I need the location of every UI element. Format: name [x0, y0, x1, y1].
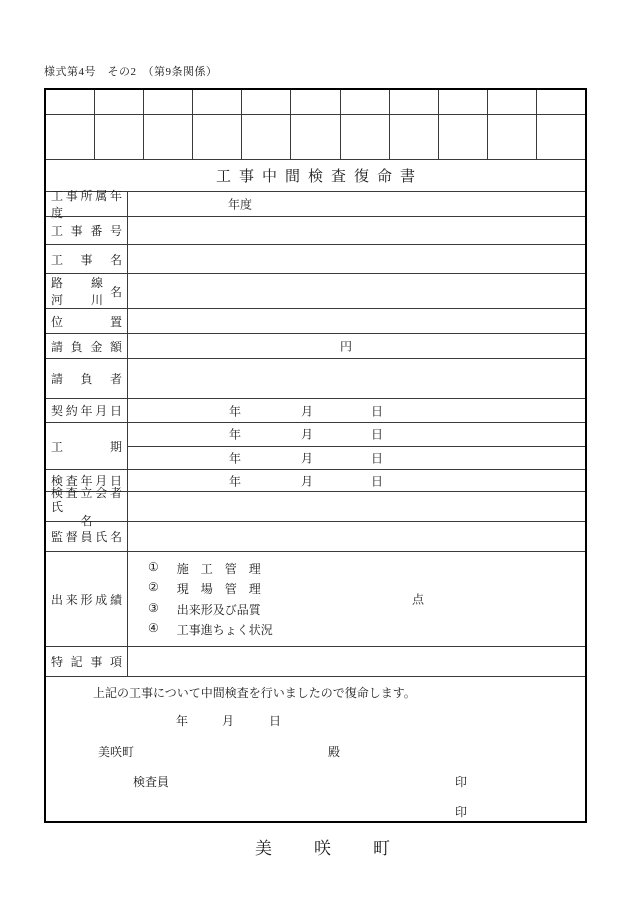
closing-statement: 上記の工事について中間検査を行いましたので復命します。 — [93, 686, 416, 700]
contract-amount-value-cell — [128, 334, 585, 358]
grid-cell — [439, 115, 488, 159]
contract-date-label: 契約年月日 — [51, 404, 122, 418]
grid-cell — [242, 115, 291, 159]
fiscal-year-value-cell — [128, 192, 585, 216]
grid-cell — [537, 90, 585, 114]
grid-cell — [144, 115, 193, 159]
grade-item — [128, 601, 585, 618]
supervisor-label: 監督員氏名 — [51, 530, 122, 544]
form-number: 様式第4号 その2 （第9条関係） — [44, 66, 218, 78]
year-unit: 年 — [176, 714, 189, 728]
grade-item-number: ④ — [148, 621, 159, 636]
route-label-line1: 路線 — [51, 276, 103, 290]
top-grid-row-1 — [46, 90, 585, 115]
row-contract-amount — [46, 334, 585, 359]
month-unit: 月 — [301, 427, 314, 442]
construction-period-label: 工期 — [51, 439, 122, 454]
grade-item-text: 施 工 管 理 — [176, 561, 261, 576]
row-special-notes — [46, 647, 585, 677]
row-inspection-date — [46, 470, 585, 492]
inspection-date-value-cell — [128, 470, 585, 491]
workmanship-grade-label: 出来形成績 — [51, 592, 122, 607]
document-title: 工事中間検査復命書 — [46, 160, 585, 192]
row-construction-number — [46, 217, 585, 245]
fiscal-year-suffix: 年度 — [228, 197, 253, 212]
closing-section — [46, 677, 585, 821]
grid-cell — [488, 115, 537, 159]
route-label-line2: 河川 — [51, 293, 103, 307]
grade-item-text: 工事進ちょく状況 — [176, 623, 273, 638]
row-route-river-name — [46, 274, 585, 309]
grid-cell — [193, 90, 242, 114]
addressee-prefix: 美咲町 — [98, 745, 135, 759]
day-unit: 日 — [269, 714, 282, 728]
year-unit: 年 — [229, 427, 242, 442]
row-construction-period — [46, 423, 585, 470]
grade-item-number: ③ — [148, 600, 159, 615]
row-contract-date — [46, 399, 585, 423]
location-value-cell — [128, 309, 585, 333]
grid-cell — [390, 90, 439, 114]
row-fiscal-year — [46, 189, 585, 220]
construction-name-label: 工事名 — [51, 252, 122, 267]
year-unit: 年 — [229, 451, 242, 466]
year-unit: 年 — [229, 404, 242, 418]
month-unit: 月 — [301, 451, 314, 466]
contract-amount-unit: 円 — [340, 339, 353, 354]
row-inspection-witness — [46, 485, 585, 528]
day-unit: 日 — [371, 474, 384, 488]
row-construction-name — [46, 245, 585, 274]
grade-item — [128, 580, 585, 597]
grid-cell — [95, 115, 144, 159]
grid-cell — [439, 90, 488, 114]
route-river-value-cell — [128, 274, 585, 308]
month-unit: 月 — [301, 474, 314, 488]
grid-cell — [488, 90, 537, 114]
special-notes-value-cell — [128, 647, 585, 676]
grade-item-number: ② — [148, 580, 159, 595]
inspection-date-label: 検査年月日 — [51, 474, 122, 488]
grade-item-number: ① — [148, 559, 159, 574]
grid-cell — [341, 115, 390, 159]
grid-cell — [193, 115, 242, 159]
day-unit: 日 — [371, 451, 384, 466]
contractor-value-cell — [128, 359, 585, 398]
top-grid-row-2 — [46, 115, 585, 160]
grade-item — [128, 621, 585, 638]
grade-points-unit: 点 — [412, 592, 425, 607]
year-unit: 年 — [229, 474, 242, 488]
fiscal-year-label: 工事所属年度 — [51, 189, 122, 220]
addressee-suffix: 殿 — [328, 745, 341, 759]
seal-mark: 印 — [455, 805, 468, 819]
grid-cell — [46, 90, 95, 114]
supervisor-value-cell — [128, 522, 585, 551]
grid-cell — [95, 90, 144, 114]
location-label: 位置 — [51, 314, 122, 329]
route-label-suffix: 名 — [109, 284, 122, 299]
day-unit: 日 — [371, 427, 384, 442]
special-notes-label: 特記事項 — [51, 655, 122, 669]
inspection-witness-label-line1: 検査立会者氏 — [51, 485, 122, 514]
row-location — [46, 309, 585, 334]
grid-cell — [341, 90, 390, 114]
construction-name-value-cell — [128, 245, 585, 273]
construction-number-label: 工事番号 — [51, 224, 122, 238]
contract-amount-label: 請負金額 — [51, 339, 122, 354]
seal-mark: 印 — [455, 775, 468, 789]
grid-cell — [242, 90, 291, 114]
contract-date-value-cell — [128, 399, 585, 422]
contractor-label: 請負者 — [51, 372, 122, 386]
grade-item — [128, 560, 585, 577]
day-unit: 日 — [371, 404, 384, 418]
grid-cell — [291, 115, 340, 159]
route-river-label — [46, 274, 128, 308]
period-start-cell — [128, 423, 585, 447]
inspection-witness-value-cell — [128, 492, 585, 521]
grid-cell — [390, 115, 439, 159]
period-end-cell — [128, 447, 585, 470]
report-form-table — [44, 88, 587, 823]
grid-cell — [537, 115, 585, 159]
month-unit: 月 — [222, 714, 235, 728]
month-unit: 月 — [301, 404, 314, 418]
row-supervisor — [46, 522, 585, 552]
footer-organization: 美咲町 — [255, 839, 432, 858]
grid-cell — [291, 90, 340, 114]
row-workmanship-grade — [46, 552, 585, 647]
construction-number-value-cell — [128, 217, 585, 244]
row-contractor — [46, 359, 585, 399]
workmanship-grade-list — [128, 552, 585, 646]
inspection-witness-label-line2: 名 — [80, 513, 93, 528]
grade-item-text: 現 場 管 理 — [176, 582, 261, 597]
grid-cell — [46, 115, 95, 159]
inspector-label: 検査員 — [133, 775, 170, 789]
grade-item-text: 出来形及び品質 — [176, 602, 261, 617]
grid-cell — [144, 90, 193, 114]
